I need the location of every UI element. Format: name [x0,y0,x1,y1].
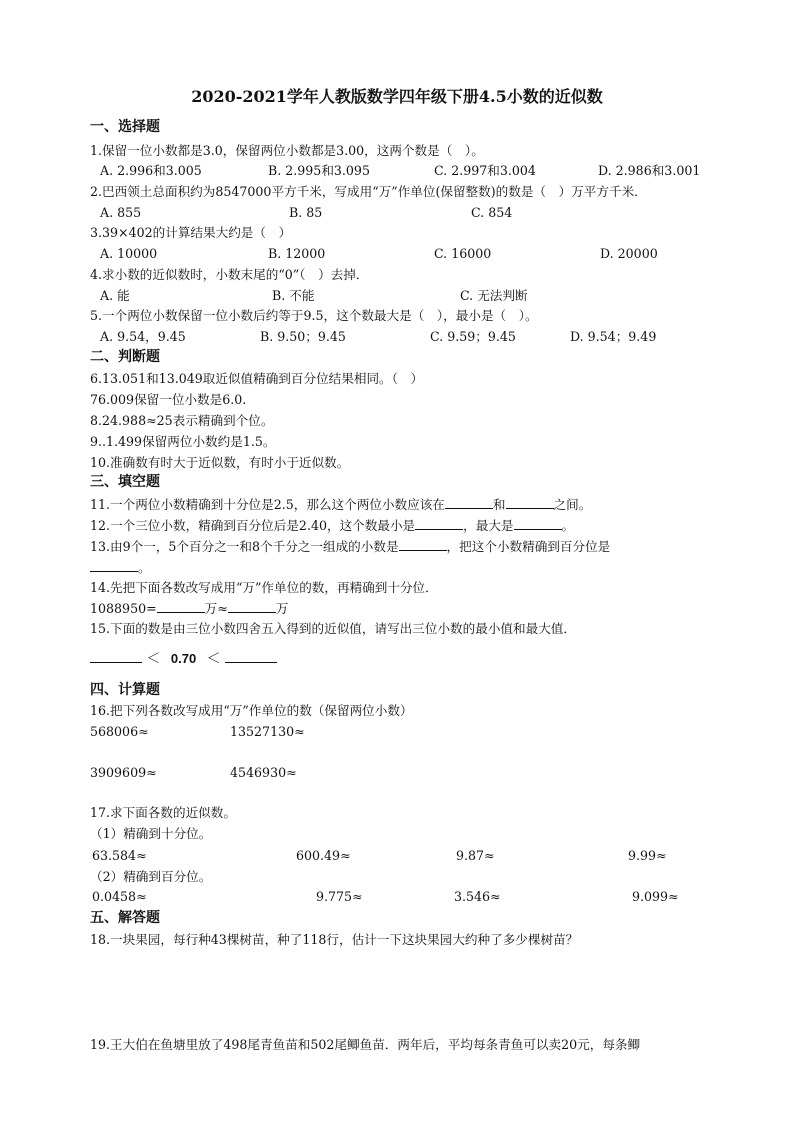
question-5-option-c: C. 9.59；9.45 [430,329,516,344]
question-8: 8.24.988≈25表示精确到个位。 [90,413,274,428]
question-7: 76.009保留一位小数是6.0. [90,392,247,407]
answer-blank[interactable] [506,496,554,509]
section-heading-calc: 四、计算题 [90,682,160,698]
question-6: 6.13.051和13.049取近似值精确到百分位结果相同。（ ） [90,371,424,386]
question-17-part-2-value-1: 0.0458≈ [92,889,147,904]
question-17-part-1: （1）精确到十分位。 [90,826,212,841]
question-2-stem: 2.巴西领土总面积约为8547000平方千米，写成用“万”作单位(保留整数)的数是（ ）万平方千米． [90,184,647,199]
question-13-text-c: 。 [138,560,151,575]
question-17: 17.求下面各数的近似数。 [90,805,236,820]
question-11-text-c: 之间。 [553,497,592,512]
question-17-part-2-value-3: 3.546≈ [454,889,501,904]
question-12-text-a: 12.一个三位小数，精确到百分位后是2.40，这个数最小是 [90,518,416,533]
question-18: 18.一块果园，每行种43棵树苗，种了118行，估计一下这块果园大约种了多少棵树苗？ [90,932,579,947]
question-1-option-a: A. 2.996和3.005 [100,163,202,178]
question-14-line [90,600,288,617]
question-2-option-c: C. 854 [471,205,513,220]
question-14-number: 1088950= [90,601,157,616]
question-16-value-2: 13527130≈ [230,724,305,739]
question-11 [90,496,591,513]
question-4-option-c: C. 无法判断 [460,288,528,303]
answer-blank[interactable] [514,517,562,530]
answer-blank[interactable] [157,600,205,613]
question-17-part-2-value-4: 9.099≈ [632,889,679,904]
question-10: 10.准确数有时大于近似数，有时小于近似数。 [90,455,350,470]
question-2-option-a: A. 855 [100,205,142,220]
question-17-part-2: （2）精确到百分位。 [90,869,212,884]
question-12-text-c: 。 [561,518,575,533]
question-3-option-b: B. 12000 [268,246,326,261]
question-16-value-1: 568006≈ [90,724,149,739]
question-15-inequality [90,648,277,668]
section-heading-solve: 五、解答题 [90,910,160,926]
question-3-option-c: C. 16000 [434,246,492,261]
section-heading-choice: 一、选择题 [90,119,160,135]
question-14: 14.先把下面各数改写成用“万”作单位的数，再精确到十分位． [90,580,438,595]
question-1-option-d: D. 2.986和3.001 [598,163,701,178]
question-12 [90,517,574,534]
question-13 [90,538,610,555]
question-15: 15.下面的数是由三位小数四舍五入得到的近似值，请写出三位小数的最小值和最大值． [90,621,576,636]
question-3-option-d: D. 20000 [600,246,658,261]
question-13-text-b: ，把这个小数精确到百分位是 [446,539,611,554]
question-4-stem: 4.求小数的近似数时，小数末尾的“0”（ ）去掉． [90,267,369,282]
question-16-value-4: 4546930≈ [230,765,297,780]
question-5-option-a: A. 9.54，9.45 [100,329,186,344]
less-than-sign: ＜ [206,651,221,667]
question-17-part-1-value-1: 63.584≈ [92,848,147,863]
question-2-option-b: B. 85 [289,205,323,220]
question-19: 19.王大伯在鱼塘里放了498尾青鱼苗和502尾鲫鱼苗．两年后，平均每条青鱼可以卖20元，每条鲫 [90,1037,641,1052]
question-3-option-a: A. 10000 [100,246,158,261]
question-13-continued [90,559,151,576]
question-16-value-3: 3909609≈ [90,765,157,780]
question-9: 9..1.499保留两位小数约是1.5。 [90,434,276,449]
approximate-value: 0.70 [170,651,197,666]
page-title: 2020-2021学年人教版数学四年级下册4.5小数的近似数 [191,87,603,106]
answer-blank[interactable] [399,538,447,551]
question-5-option-b: B. 9.50；9.45 [260,329,346,344]
answer-blank[interactable] [445,496,493,509]
answer-blank[interactable] [415,517,463,530]
question-5-option-d: D. 9.54；9.49 [570,329,657,344]
less-than-sign: ＜ [146,651,161,667]
question-5-stem: 5.一个两位小数保留一位小数后约等于9.5，这个数最大是（ ），最小是（ ）。 [90,308,538,323]
question-17-part-1-value-2: 600.49≈ [296,848,351,863]
section-heading-fill: 三、填空题 [90,474,160,490]
answer-blank[interactable] [90,650,142,663]
question-11-text-a: 11.一个两位小数精确到十分位是2.5，那么这个两位小数应该在 [90,497,445,512]
question-16: 16.把下列各数改写成用“万”作单位的数（保留两位小数） [90,703,413,718]
answer-blank[interactable] [90,559,138,572]
question-13-text-a: 13.由9个一，5个百分之一和8个千分之一组成的小数是 [90,539,399,554]
question-4-option-a: A. 能 [100,288,130,303]
question-14-unit: 万 [275,601,289,616]
question-12-text-b: ，最大是 [463,518,514,533]
question-11-text-b: 和 [492,497,506,512]
question-1-stem: 1.保留一位小数都是3.0，保留两位小数都是3.00，这两个数是（ ）。 [90,143,484,158]
question-3-stem: 3.39×402的计算结果大约是（ ） [90,225,292,240]
answer-blank[interactable] [225,650,277,663]
question-17-part-1-value-3: 9.87≈ [456,848,495,863]
answer-blank[interactable] [228,600,276,613]
question-1-option-c: C. 2.997和3.004 [434,163,536,178]
question-17-part-1-value-4: 9.99≈ [628,848,667,863]
question-1-option-b: B. 2.995和3.095 [268,163,370,178]
question-14-unit-approx: 万≈ [204,601,228,616]
question-4-option-b: B. 不能 [272,288,315,303]
section-heading-judge: 二、判断题 [90,349,160,365]
question-17-part-2-value-2: 9.775≈ [316,889,363,904]
